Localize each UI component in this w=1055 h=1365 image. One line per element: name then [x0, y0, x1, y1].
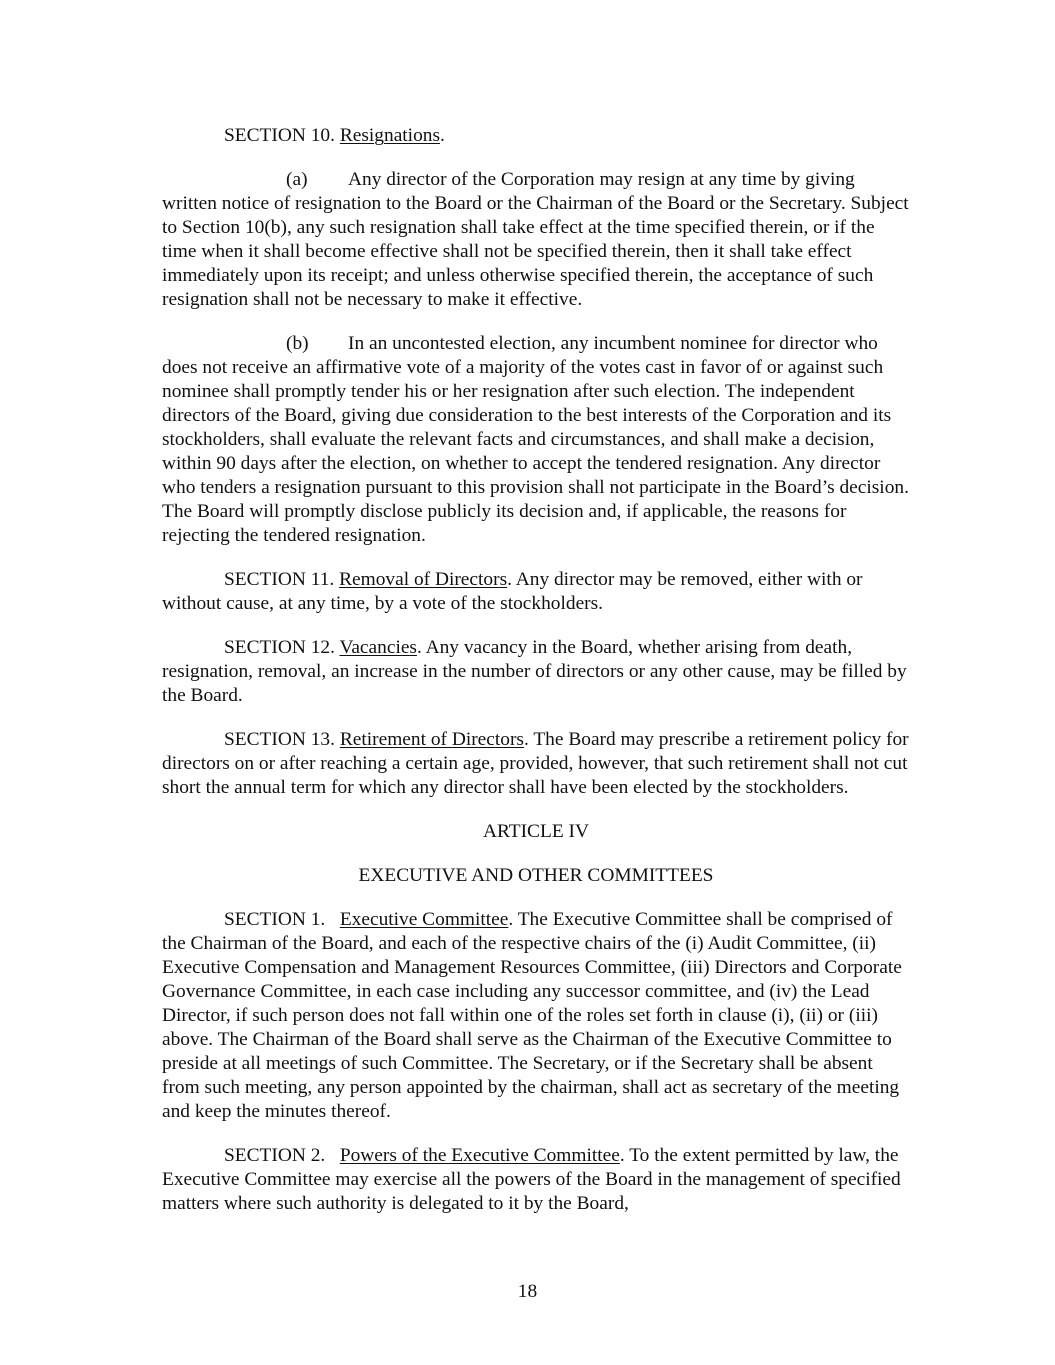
- section-10b-paragraph: [162, 332, 910, 548]
- section-body: . To the extent permitted by law, the Executive Committee may exercise all the powers of the Board in the management of specified matters where such authority is delegated to it by the Board,: [162, 1145, 901, 1214]
- clause-label: (a): [286, 169, 308, 190]
- section-title-punctuation: .: [440, 125, 445, 146]
- section-title: Retirement of Directors: [339, 729, 524, 750]
- section-body: . The Board may prescribe a retirement policy for directors on or after reaching a certain age, provided, however, that such retirement shall not cut short the annual term for which any director shall have been elected by the stockholders.: [162, 729, 909, 798]
- section-title: Resignations: [339, 125, 441, 146]
- clause-label: (b): [286, 333, 309, 354]
- section-title: Powers of the Executive Committee: [339, 1145, 620, 1166]
- article-title: EXECUTIVE AND OTHER COMMITTEES: [358, 865, 714, 886]
- section-number: SECTION 2.: [224, 1145, 326, 1166]
- section-number: SECTION 1.: [224, 909, 326, 930]
- section-number: SECTION 12.: [224, 637, 335, 658]
- section-body: . Any director may be removed, either with or without cause, at any time, by a vote of the stockholders.: [162, 569, 863, 614]
- section-10a-paragraph: [162, 168, 910, 312]
- section-10-heading: [162, 124, 910, 148]
- section-title: Vacancies: [339, 637, 417, 658]
- section-12-paragraph: [162, 636, 910, 708]
- section-title: Executive Committee: [339, 909, 509, 930]
- section-number: SECTION 13.: [224, 729, 335, 750]
- clause-text: Any director of the Corporation may resign at any time by giving written notice of resignation to the Board or the Chairman of the Board or the Secretary. Subject to Section 10(b), any such resignation shall take effect at the time specified therein, or if the time when it shall become effective shall not be specified therein, then it shall take effect immediately upon its receipt; and unless otherwise specified therein, the acceptance of such resignation shall not be necessary to make it effective.: [162, 169, 909, 310]
- clause-text: In an uncontested election, any incumbent nominee for director who does not receive an affirmative vote of a majority of the votes cast in favor of or against such nominee shall promptly tender his or her resignation after such election. The independent directors of the Board, giving due consideration to the best interests of the Corporation and its stockholders, shall evaluate the relevant facts and circumstances, and shall make a decision, within 90 days after the election, on whether to accept the tendered resignation. Any director who tenders a resignation pursuant to this provision shall not participate in the Board’s decision. The Board will promptly disclose publicly its decision and, if applicable, the reasons for rejecting the tendered resignation.: [162, 333, 909, 546]
- article-label: ARTICLE IV: [482, 821, 589, 842]
- section-number: SECTION 10.: [224, 125, 335, 146]
- section-body: . Any vacancy in the Board, whether arising from death, resignation, removal, an increase in the number of directors or any other cause, may be filled by the Board.: [162, 637, 907, 706]
- page-number: 18: [517, 1281, 538, 1302]
- section-11-paragraph: [162, 568, 910, 616]
- section-title: Removal of Directors: [339, 569, 508, 590]
- article-section-1-paragraph: [162, 908, 910, 1124]
- section-number: SECTION 11.: [224, 569, 335, 590]
- section-13-paragraph: [162, 728, 910, 800]
- section-body: . The Executive Committee shall be comprised of the Chairman of the Board, and each of the respective chairs of the (i) Audit Committee, (ii) Executive Compensation and Management Resources Committee, (iii) Directors and Corporate Governance Committee, in each case including any successor committee, and (iv) the Lead Director, if such person does not fall within one of the roles set forth in clause (i), (ii) or (iii) above. The Chairman of the Board shall serve as the Chairman of the Executive Committee to preside at all meetings of such Committee. The Secretary, or if the Secretary shall be absent from such meeting, any person appointed by the chairman, shall act as secretary of the meeting and keep the minutes thereof.: [162, 909, 902, 1122]
- document-page: [162, 124, 910, 1236]
- article-section-2-paragraph: [162, 1144, 910, 1216]
